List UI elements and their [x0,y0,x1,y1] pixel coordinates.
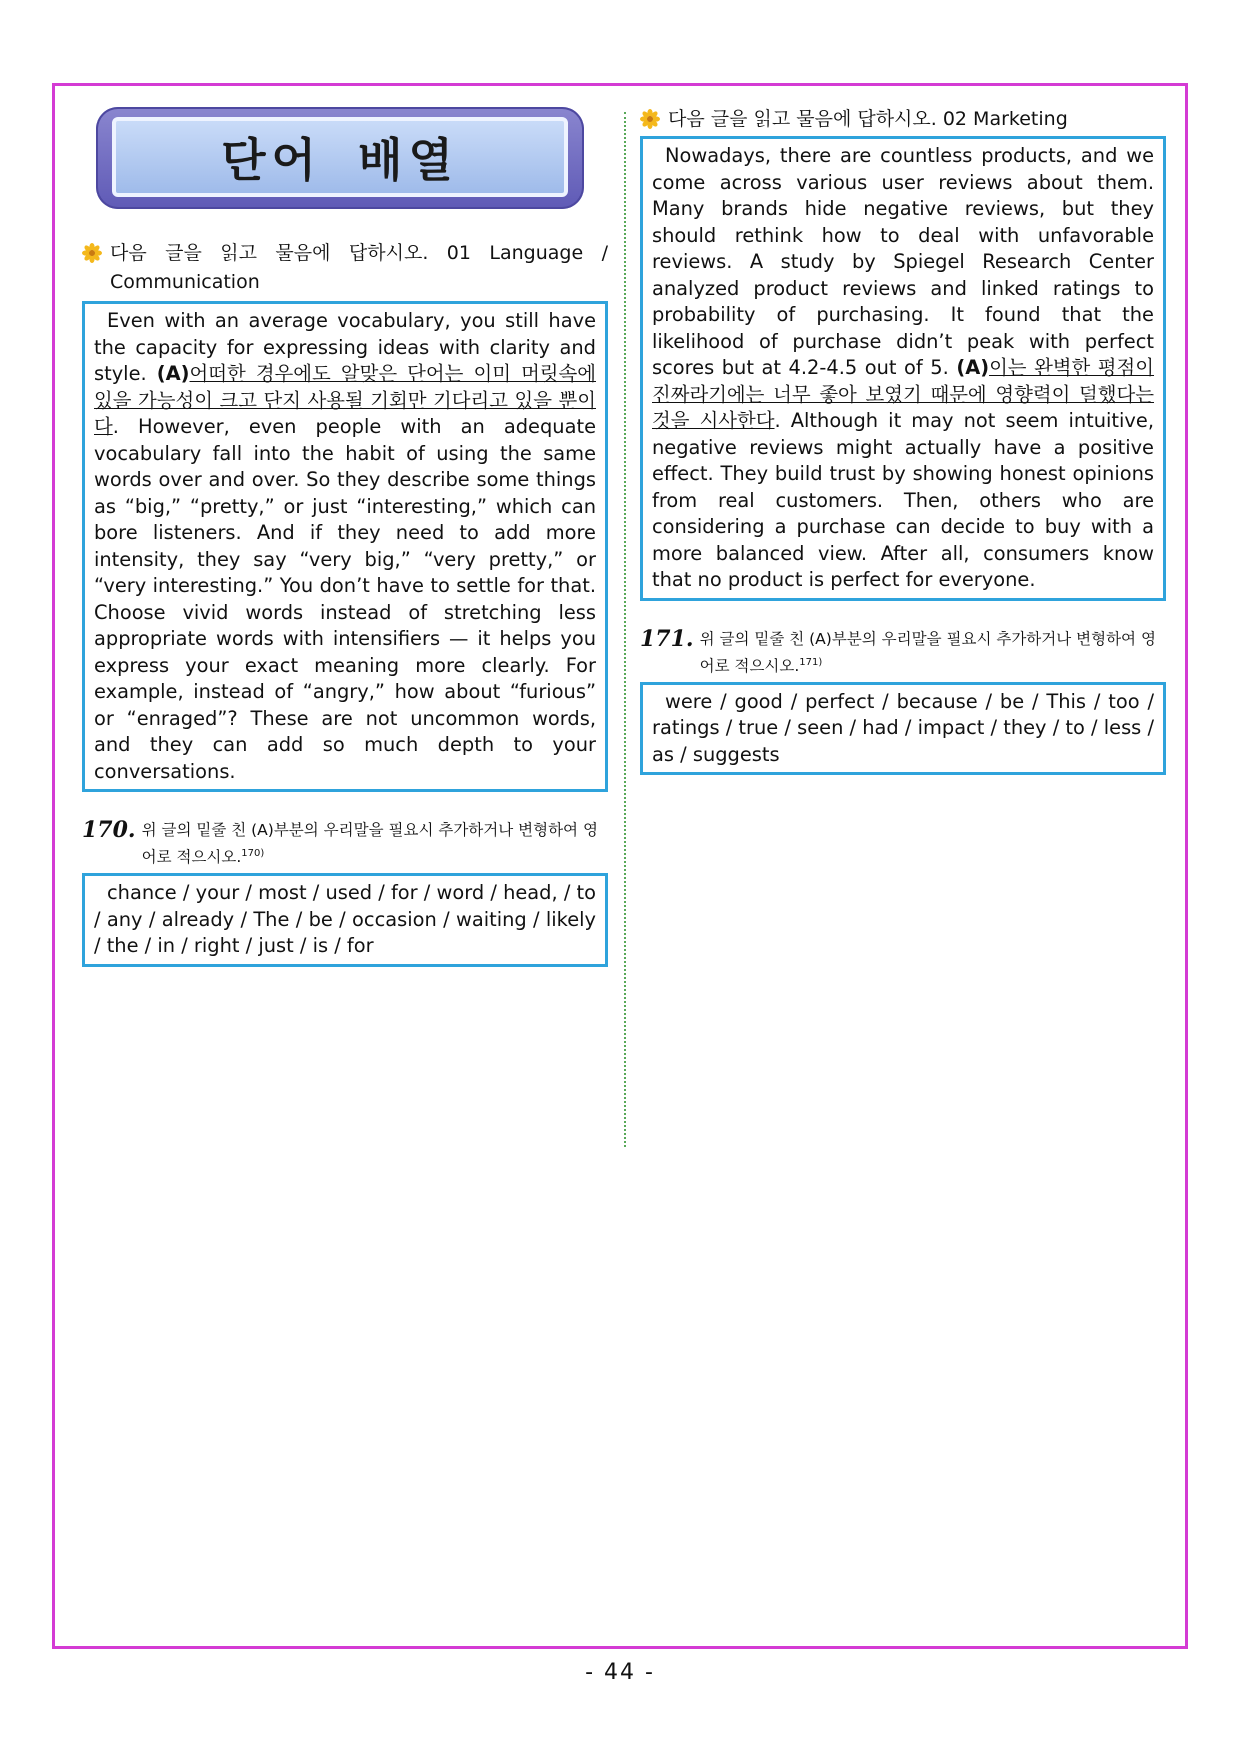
question-171 [640,627,1166,678]
question-number: 170. [82,817,136,843]
word-bank-170 [82,873,608,967]
passage-box-01 [82,301,608,792]
column-divider [624,112,626,1147]
underline-marker: (A) [156,362,190,385]
question-number: 171. [640,625,694,652]
passage-box-02 [640,136,1166,601]
left-column [82,107,608,967]
heading-text: 다음 글을 읽고 물음에 답하시오. 01 Language / Communication [110,242,608,293]
passage-heading-01 [82,239,608,297]
word-bank-171 [640,682,1166,776]
right-column [640,107,1166,775]
underlined-korean: 이는 완벽한 평점이 진짜라기에는 너무 좋아 보였기 때문에 영향력이 덜했다는 것을 시사한다 [652,356,1155,432]
heading-text: 다음 글을 읽고 물음에 답하시오. 02 Marketing [668,108,1068,130]
page-number: - 44 - [585,1660,655,1685]
word-bank-text: were / good / perfect / because / be / This / too / ratings / true / seen / had / impact / they / to / less / as / suggests [652,689,1154,766]
underlined-korean: 어떠한 경우에도 알맞은 단어는 이미 머릿속에 있을 가능성이 크고 단지 사용될 기회만 기다리고 있을 뿐이다 [94,362,596,438]
footnote-ref: 171) [799,656,823,668]
footnote-ref: 170) [241,848,265,859]
question-text: 위 글의 밑줄 친 (A)부분의 우리말을 필요시 추가하거나 변형하여 영어로 적으시오. [699,629,1156,675]
underline-marker: (A) [956,356,990,379]
question-170 [82,818,608,869]
word-bank-text: chance / your / most / used / for / word / head, / to / any / already / The / be / occasion / waiting / likely / the / in / right / just / is / for [94,881,596,958]
question-text: 위 글의 밑줄 친 (A)부분의 우리말을 필요시 추가하거나 변형하여 영어로 적으시오. [141,821,598,867]
flower-icon [640,109,660,129]
passage-heading-02 [640,105,1166,134]
flower-icon [82,243,102,263]
title-banner [96,107,584,209]
passage-text: Even with an average vocabulary, you still have the capacity for expressing ideas with clarity and style. (A)어떠한 경우에도 알맞은 단어는 이미 머릿속에 있을 가능성이 크고 단지 사용될 기회만 기다리고 있을 뿐이다. However, even people with an adequate vocabulary fall into the habit of using the same words over and over. So they describe some things as “big,” “pretty,” or just “interesting,” which can bore listeners. And if they need to add more intensity, they say “very big,” “very pretty,” or “very interesting.” You don’t have to settle for that. Choose vivid words instead of stretching less appropriate words with intensifiers — it helps you express your exact meaning more clearly. For example, instead of “angry,” how about “furious” or “enraged”? These are not uncommon words, and they can add so much depth to your conversations. [94,309,596,783]
page-title: 단어 배열 [221,133,459,187]
passage-text: Nowadays, there are countless products, and we come across various user reviews about them. Many brands hide negative reviews, but they should rethink how to deal with unfavorable reviews. A study by Spiegel Research Center analyzed product reviews and linked ratings to probability of purchasing. It found that the likelihood of purchase didn’t peak with perfect scores but at 4.2-4.5 out of 5. (A)이는 완벽한 평점이 진짜라기에는 너무 좋아 보였기 때문에 영향력이 덜했다는 것을 시사한다. Although it may not seem intuitive, negative reviews might actually have a positive effect. They build trust by showing honest opinions from real customers. Then, others who are considering a purchase can decide to buy with a more balanced view. After all, consumers know that no product is perfect for everyone. [652,144,1155,591]
